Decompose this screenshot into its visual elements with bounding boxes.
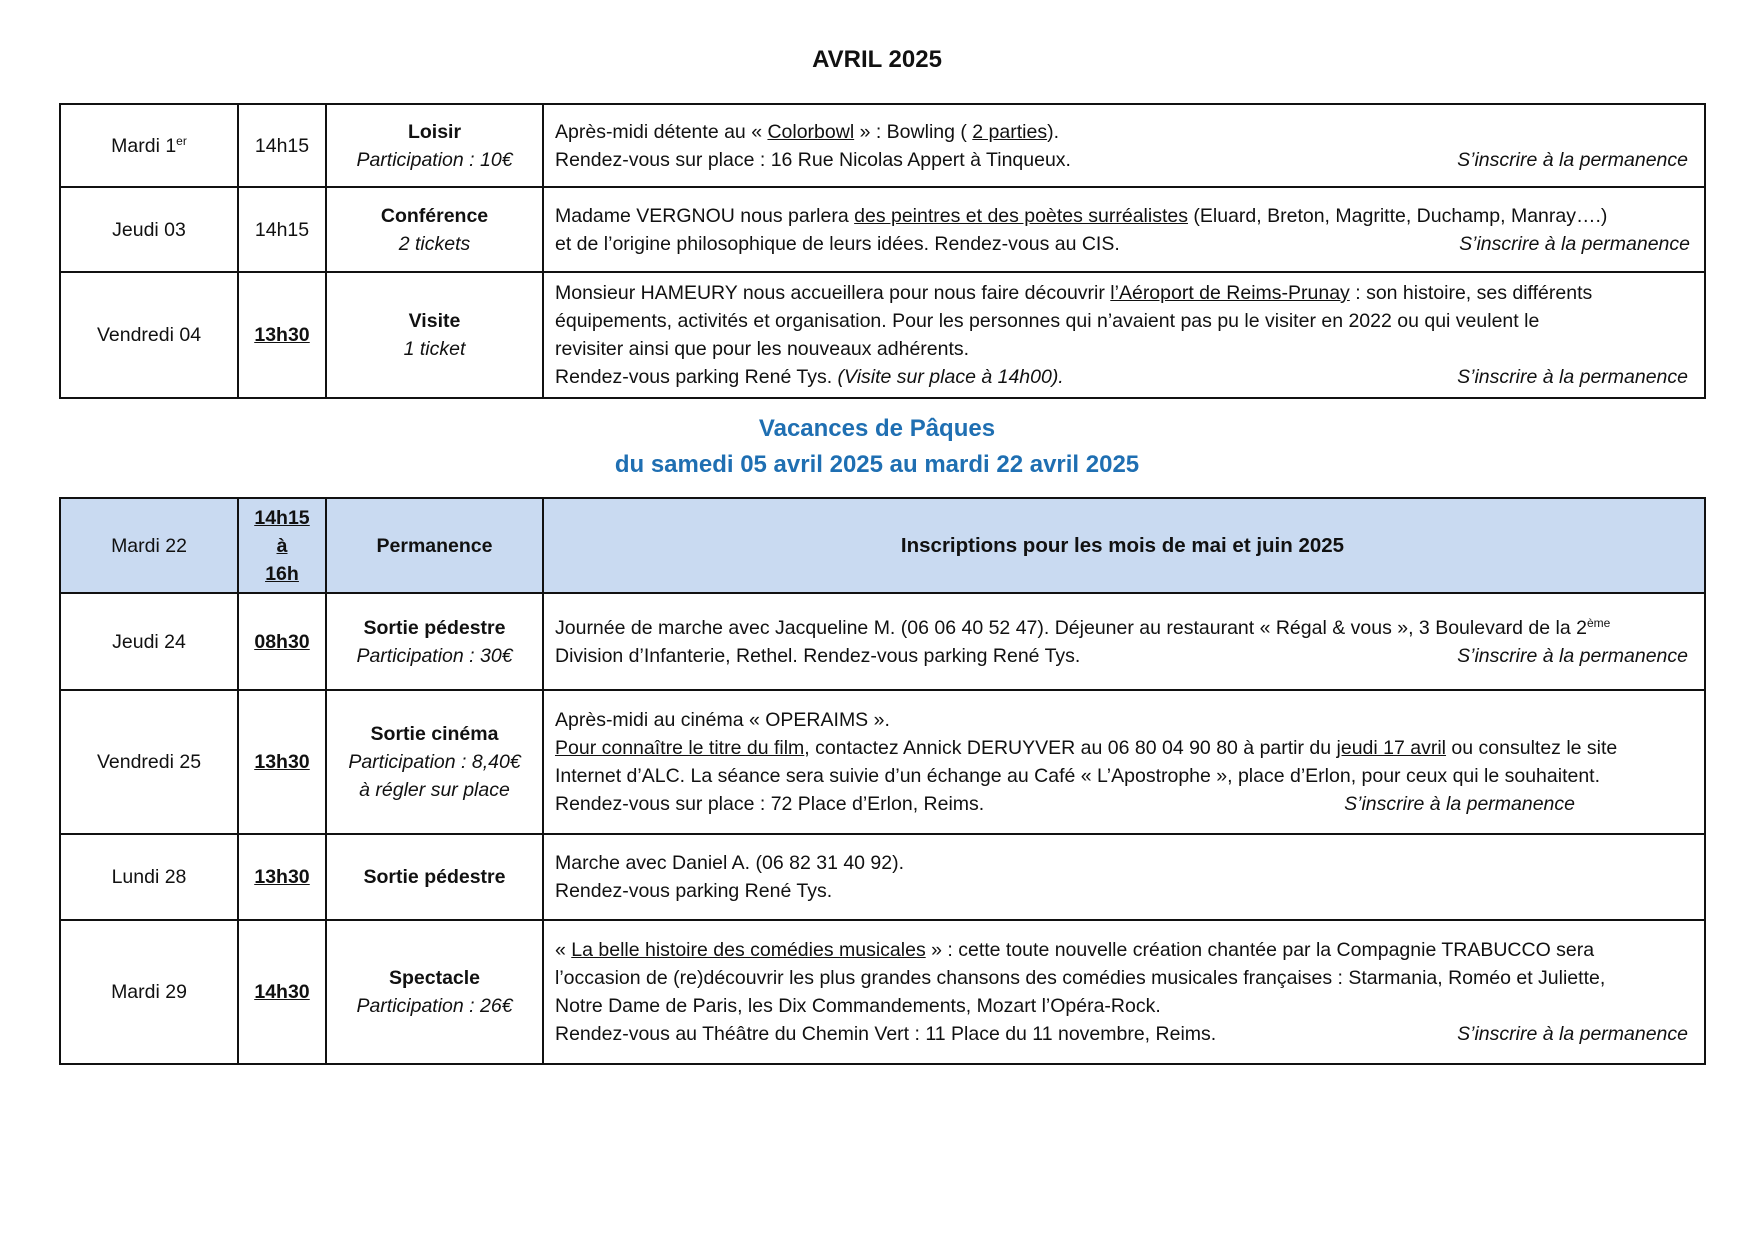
activity-title: Permanence [376,534,493,557]
time-cell: 13h30 [238,272,326,398]
registration-heading: Inscriptions pour les mois de mai et juin 2025 [900,533,1345,557]
date-cell: Mardi 1er [60,104,238,187]
activity-title: Spectacle [388,967,481,989]
time-cell: 14h15 à 16h [238,498,326,593]
activity-title: Conférence [380,204,489,227]
time-cell: 13h30 [238,834,326,920]
table-row-permanence [60,498,1705,593]
activity-participation: 1 ticket [403,338,466,360]
date-cell: Mardi 29 [60,920,238,1064]
activities-table-after-holidays [59,497,1706,1065]
activity-cell [326,834,543,920]
time-cell: 14h15 [238,187,326,272]
activity-participation: 2 tickets [398,232,471,255]
activity-title: Sortie pédestre [363,866,506,888]
description-cell: Madame VERGNOU nous parlera des peintres et des poètes surréalistes (Eluard, Breton, Magritte, Duchamp, Manray….) et de l’origine philosophique de leurs idées. Rendez-vous au CIS. S’inscrire à la permanence [543,187,1705,272]
description-cell: Journée de marche avec Jacqueline M. (06 06 40 52 47). Déjeuner au restaurant « Régal & vous », 3 Boulevard de la 2ème Division d’Infanterie, Rethel. Rendez-vous parking René Tys. S’inscrire à la permanence [543,593,1705,690]
date-cell: Vendredi 25 [60,690,238,834]
table-row [60,187,1705,272]
date-cell: Jeudi 24 [60,593,238,690]
activity-participation: Participation : 10€ [356,148,513,171]
activity-participation: Participation : 8,40€ [348,751,521,773]
activity-title: Sortie cinéma [370,723,499,745]
description-cell: Marche avec Daniel A. (06 82 31 40 92). Rendez-vous parking René Tys. [543,834,1705,920]
activity-cell [326,187,543,272]
date-cell: Vendredi 04 [60,272,238,398]
activity-payment-note: à régler sur place [359,779,510,801]
activity-cell [326,498,543,593]
activity-title: Loisir [407,120,462,143]
activity-participation: Participation : 30€ [356,644,513,667]
description-cell: Après-midi détente au « Colorbowl » : Bowling ( 2 parties). Rendez-vous sur place : 16 Rue Nicolas Appert à Tinqueux. S’inscrire à la permanence [543,104,1705,187]
activity-title: Sortie pédestre [363,616,506,639]
description-cell: Monsieur HAMEURY nous accueillera pour nous faire découvrir l’Aéroport de Reims-Prunay : son histoire, ses différents équipements, activités et organisation. Pour les personnes qui n’avaient pas pu le visiter en 2022 ou qui veulent le revisiter ainsi que pour les nouveaux adhérents. Rendez-vous parking René Tys. (Visite sur place à 14h00). S’inscrire à la permanence [543,272,1705,398]
holiday-title: Vacances de Pâques [758,415,996,442]
table-row [60,920,1705,1064]
holiday-dates: du samedi 05 avril 2025 au mardi 22 avril 2025 [614,451,1140,478]
activity-cell [326,272,543,398]
description-cell: Après-midi au cinéma « OPERAIMS ». Pour connaître le titre du film, contactez Annick DERUYVER au 06 80 04 90 80 à partir du jeudi 17 avril ou consultez le site Internet d’ALC. La séance sera suivie d’un échange au Café « L’Apostrophe », place d’Erlon, pour ceux qui le souhaitent. Rendez-vous sur place : 72 Place d’Erlon, Reims. S’inscrire à la permanence [543,690,1705,834]
register-note: S’inscrire à la permanence [1457,366,1688,388]
register-note: S’inscrire à la permanence [1459,232,1690,255]
date-cell: Lundi 28 [60,834,238,920]
table-row [60,690,1705,834]
table-row [60,272,1705,398]
date-cell: Mardi 22 [60,498,238,593]
time-cell: 08h30 [238,593,326,690]
activity-participation: Participation : 26€ [356,995,513,1017]
register-note: S’inscrire à la permanence [1457,1023,1688,1045]
activity-cell [326,920,543,1064]
register-note: S’inscrire à la permanence [1457,644,1688,667]
table-row [60,834,1705,920]
date-cell: Jeudi 03 [60,187,238,272]
time-cell: 13h30 [238,690,326,834]
activity-cell [326,593,543,690]
table-row [60,104,1705,187]
register-note: S’inscrire à la permanence [1344,793,1575,815]
table-row [60,593,1705,690]
time-cell: 14h30 [238,920,326,1064]
activities-table-april [59,103,1706,399]
description-cell [543,498,1705,593]
register-note: S’inscrire à la permanence [1457,148,1688,171]
activity-cell [326,104,543,187]
activity-title: Visite [408,310,461,332]
description-cell: « La belle histoire des comédies musicales » : cette toute nouvelle création chantée par la Compagnie TRABUCCO sera l’occasion de (re)découvrir les plus grandes chansons des comédies musicales françaises : Starmania, Roméo et Juliette, Notre Dame de Paris, les Dix Commandements, Mozart l’Opéra-Rock. Rendez-vous au Théâtre du Chemin Vert : 11 Place du 11 novembre, Reims. S’inscrire à la permanence [543,920,1705,1064]
page-title: AVRIL 2025 [812,46,942,73]
time-cell: 14h15 [238,104,326,187]
activity-cell [326,690,543,834]
